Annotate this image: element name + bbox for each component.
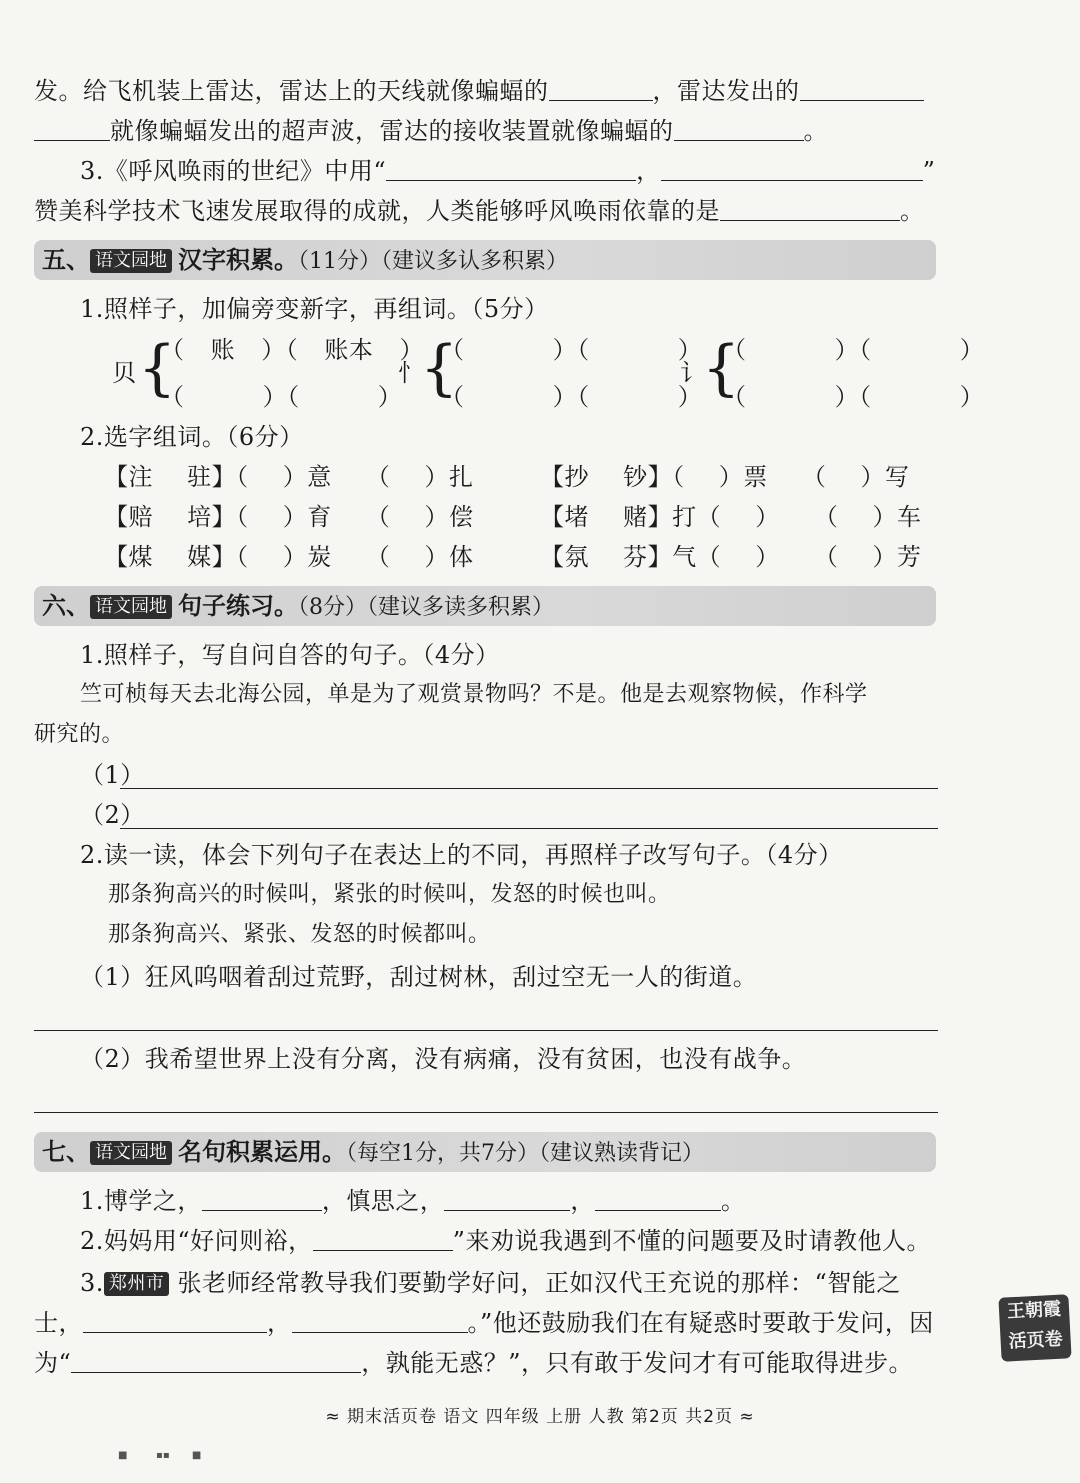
- radical-2: 忄: [398, 359, 423, 387]
- blank[interactable]: [595, 1184, 721, 1211]
- text: 为“: [34, 1349, 72, 1377]
- section-note: （8分）（建议多读多积累）: [298, 595, 554, 620]
- blank[interactable]: [71, 1346, 361, 1373]
- top-line-1: [34, 74, 924, 108]
- group-6: 【氛 芬】气（ ） （ ）芳: [540, 543, 922, 571]
- q6-1: 1.照样子，写自问自答的句子。（4分）: [80, 641, 500, 669]
- radical-1-row-b: （ ）（ ）: [160, 383, 403, 411]
- text: 。: [803, 117, 828, 145]
- stamp-line-1: 王朝霞: [1006, 1298, 1062, 1323]
- q7-2: [80, 1224, 931, 1258]
- answer-2-label: （2）: [80, 801, 145, 829]
- sentence-1-line[interactable]: [34, 1030, 938, 1031]
- section-note: （每空1分，共7分）（建议熟读背记）: [346, 1141, 704, 1166]
- section-number: 五、: [42, 246, 90, 274]
- q7-3: [80, 1266, 901, 1300]
- group-1: 【注 驻】（ ）意 （ ）扎: [104, 463, 474, 491]
- text: 士，: [34, 1309, 83, 1337]
- blank[interactable]: [386, 154, 636, 181]
- text: ，: [267, 1309, 292, 1337]
- group-4: 【堵 赌】打（ ） （ ）车: [540, 503, 922, 531]
- section-note: （11分）（建议多认多积累）: [298, 249, 568, 274]
- section-number: 七、: [42, 1138, 90, 1166]
- text: ，孰能无惑？”，只有敢于发问才有可能取得进步。: [361, 1349, 914, 1377]
- q5-1: 1.照样子，加偏旁变新字，再组词。（5分）: [80, 295, 549, 323]
- radical-1-row-a: （ 账 ）（ 账本 ）: [160, 336, 425, 364]
- section-tag: 语文园地: [90, 595, 172, 619]
- text: 。: [720, 1187, 746, 1215]
- blank[interactable]: [83, 1306, 267, 1333]
- sentence-1: （1）狂风呜咽着刮过荒野，刮过树林，刮过空无一人的街道。: [80, 963, 758, 991]
- text: ”: [922, 157, 936, 185]
- text: ，: [570, 1187, 595, 1215]
- blank[interactable]: [800, 74, 924, 101]
- text: 3.: [80, 1269, 104, 1297]
- section-tag: 语文园地: [90, 1141, 172, 1165]
- group-5: 【煤 媒】（ ）炭 （ ）体: [104, 543, 474, 571]
- sentence-2: （2）我希望世界上没有分离，没有病痛，没有贫困，也没有战争。: [80, 1045, 807, 1073]
- section-5-header: [34, 240, 936, 280]
- brand-stamp: [998, 1294, 1071, 1362]
- section-title: 汉字积累。: [178, 246, 298, 274]
- page-footer: ≈ 期末活页卷 语文 四年级 上册 人教 第2页 共2页 ≈: [325, 1407, 755, 1427]
- text: 1.博学之，: [80, 1187, 202, 1215]
- text: 张老师经常教导我们要勤学好问，正如汉代王充说的那样：“智能之: [177, 1269, 901, 1297]
- group-3: 【赔 培】（ ）育 （ ）偿: [104, 503, 474, 531]
- section-title: 名句积累运用。: [178, 1138, 346, 1166]
- brace-1: {: [138, 333, 177, 403]
- q5-2: 2.选字组词。（6分）: [80, 423, 304, 451]
- radical-2-row-a: （ ）（ ）: [440, 336, 703, 364]
- q7-3-cont: [34, 1306, 934, 1340]
- example-2b: 那条狗高兴、紧张、发怒的时候都叫。: [108, 922, 491, 947]
- blank[interactable]: [549, 74, 653, 101]
- answer-1-label: （1）: [80, 761, 145, 789]
- brace-2: {: [420, 333, 459, 403]
- text: 就像蝙蝠发出的超声波，雷达的接收装置就像蝙蝠的: [110, 117, 674, 145]
- radical-2-row-b: （ ）（ ）: [440, 383, 703, 411]
- example-1-cont: 研究的。: [34, 722, 125, 747]
- radical-3: 讠: [680, 359, 705, 387]
- blank[interactable]: [444, 1184, 570, 1211]
- top-line-2: [34, 114, 828, 148]
- answer-1-line[interactable]: [120, 788, 938, 789]
- blank[interactable]: [661, 154, 923, 181]
- text: ，慎思之，: [321, 1187, 445, 1215]
- brace-3: {: [702, 333, 741, 403]
- blank[interactable]: [313, 1224, 453, 1251]
- blank[interactable]: [720, 194, 900, 221]
- top-line-3: [80, 154, 935, 188]
- radical-3-row-b: （ ）（ ）: [722, 383, 985, 411]
- stamp-line-2: 活页卷: [1008, 1328, 1064, 1353]
- group-2: 【抄 钞】（ ）票 （ ）写: [540, 463, 910, 491]
- q6-2: 2.读一读，体会下列句子在表达上的不同，再照样子改写句子。（4分）: [80, 841, 843, 869]
- text: 3.《呼风唤雨的世纪》中用“: [80, 157, 387, 185]
- text: 赞美科学技术飞速发展取得的成就，人类能够呼风唤雨依靠的是: [34, 197, 720, 225]
- section-number: 六、: [42, 592, 90, 620]
- blank[interactable]: [202, 1184, 322, 1211]
- section-7-header: [34, 1132, 936, 1172]
- text: 。”他还鼓励我们在有疑惑时要敢于发问，因: [467, 1309, 934, 1337]
- sentence-2-line[interactable]: [34, 1112, 938, 1113]
- region-tag: 郑州市: [104, 1272, 170, 1296]
- blank[interactable]: [34, 114, 110, 141]
- q7-1: [80, 1184, 745, 1218]
- example-2a: 那条狗高兴的时候叫，紧张的时候叫，发怒的时候也叫。: [108, 882, 671, 907]
- top-line-4: [34, 194, 925, 228]
- text: ，雷达发出的: [652, 77, 800, 105]
- print-marks: ■ ▪▪ ■: [118, 1450, 202, 1461]
- section-title: 句子练习。: [178, 592, 298, 620]
- answer-2-line[interactable]: [120, 828, 938, 829]
- text: 2.妈妈用“好问则裕，: [80, 1227, 313, 1255]
- text: ”来劝说我遇到不懂的问题要及时请教他人。: [452, 1227, 931, 1255]
- radical-1: 贝: [112, 359, 137, 387]
- blank[interactable]: [674, 114, 804, 141]
- section-tag: 语文园地: [90, 249, 172, 273]
- q7-3-end: [34, 1346, 913, 1380]
- text: 。: [900, 197, 925, 225]
- blank[interactable]: [292, 1306, 468, 1333]
- example-1: 竺可桢每天去北海公园，单是为了观赏景物吗？不是。他是去观察物候，作科学: [80, 682, 868, 707]
- text: 发。给飞机装上雷达，雷达上的天线就像蝙蝠的: [34, 77, 549, 105]
- text: ，: [636, 157, 661, 185]
- radical-3-row-a: （ ）（ ）: [722, 336, 985, 364]
- section-6-header: [34, 586, 936, 626]
